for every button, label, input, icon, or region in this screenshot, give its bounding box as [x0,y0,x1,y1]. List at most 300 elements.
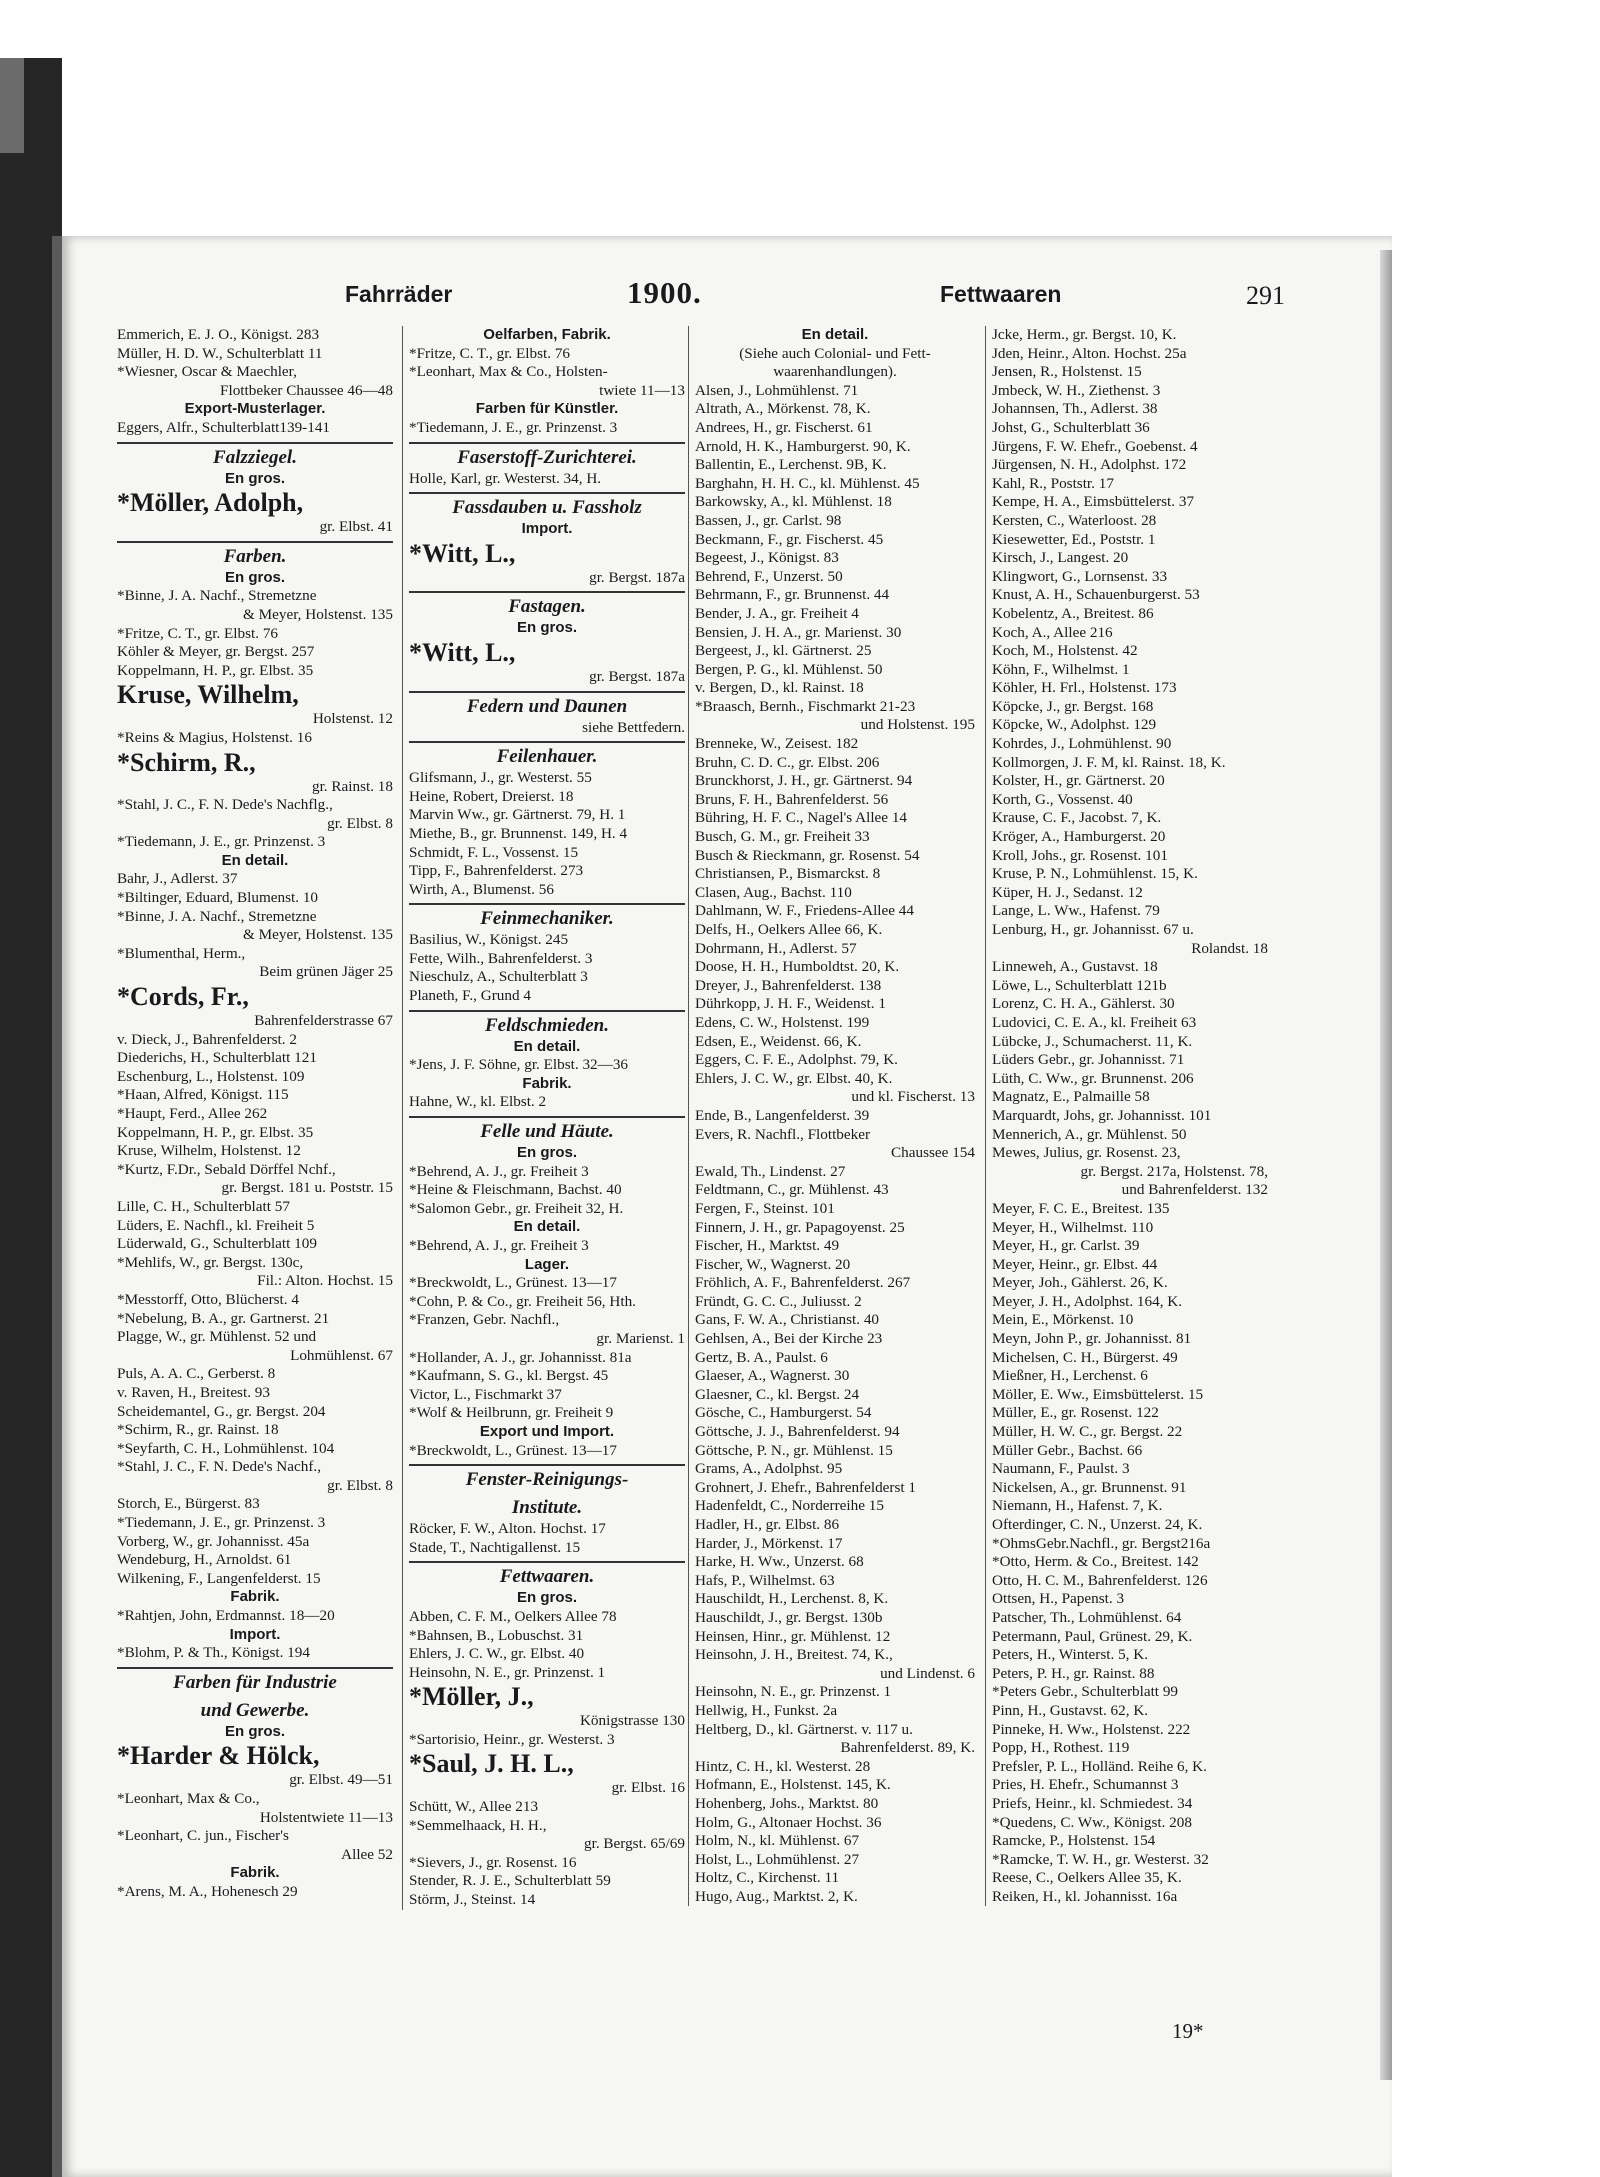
entry-continuation: gr. Elbst. 8 [327,814,393,832]
category-heading: Fastagen. [409,591,685,619]
directory-entry: Fröhlich, A. F., Bahrenfelderst. 267 [695,1274,911,1292]
directory-entry: Bruhn, C. D. C., gr. Elbst. 206 [695,753,880,771]
directory-entry: Kruse, Wilhelm, Holstenst. 12 [117,1142,301,1160]
subheading: En detail. [513,1218,581,1236]
directory-entry: Jmbeck, W. H., Ziethenst. 3 [992,381,1161,399]
entry-continuation: gr. Bergst. 181 u. Poststr. 15 [221,1179,393,1197]
directory-entry: Brunckhorst, J. H., gr. Gärtnerst. 94 [695,772,913,790]
category-heading: Feldschmieden. [409,1010,685,1038]
directory-entry: Holtz, C., Kirchenst. 11 [695,1869,840,1887]
entry-continuation: gr. Elbst. 41 [319,518,393,536]
directory-entry: Alsen, J., Lohmühlenst. 71 [695,381,859,399]
directory-entry: Harder, J., Mörkenst. 17 [695,1534,843,1552]
directory-entry: Delfs, H., Oelkers Allee 66, K. [695,921,883,938]
directory-entry: Heinsohn, J. H., Breitest. 74, K., [695,1646,893,1664]
subheading: En detail. [221,851,289,869]
header-year: 1900. [627,275,702,310]
featured-entry: *Möller, Adolph, [117,488,304,518]
directory-entry: v. Raven, H., Breitest. 93 [117,1383,270,1401]
directory-entry: Grams, A., Adolphst. 95 [695,1460,843,1478]
directory-entry: Brenneke, W., Zeisest. 182 [695,735,859,753]
entry-continuation: gr. Bergst. 217a, Holstenst. 78, [1080,1162,1268,1180]
category-heading: Fenster-Reinigungs- [409,1464,685,1492]
directory-entry: *Haupt, Ferd., Allee 262 [117,1105,268,1122]
featured-entry: Kruse, Wilhelm, [117,680,299,710]
directory-entry: Lübcke, J., Schumacherst. 11, K. [992,1032,1193,1050]
subheading: En gros. [516,1589,577,1607]
directory-entry: Lorenz, C. H. A., Gählerst. 30 [992,995,1175,1013]
header-right-keyword: Fettwaaren [940,281,1062,307]
directory-entry: *Leonhart, Max & Co., [117,1790,260,1807]
featured-entry: *Saul, J. H. L., [409,1749,574,1779]
directory-entry: *Ramcke, T. W. H., gr. Westerst. 32 [992,1850,1209,1868]
entry-continuation: und Lindenst. 6 [880,1664,975,1682]
directory-entry: Klingwort, G., Lornsenst. 33 [992,567,1168,585]
directory-entry: *Otto, Herm. & Co., Breitest. 142 [992,1553,1199,1571]
page-gutter-shadow [52,236,62,2177]
directory-entry: Niemann, H., Hafenst. 7, K. [992,1497,1163,1515]
directory-entry: *Quedens, C. Ww., Königst. 208 [992,1813,1192,1831]
directory-entry: Nickelsen, A., gr. Brunnenst. 91 [992,1478,1187,1496]
entry-continuation: siehe Bettfedern. [582,718,685,736]
directory-entry: *Biltinger, Eduard, Blumenst. 10 [117,889,319,907]
directory-entry: Johst, G., Schulterblatt 36 [992,418,1150,436]
directory-entry: *Leonhart, Max & Co., Holsten- [409,363,608,381]
spine-notch [0,58,24,153]
directory-entry: Pries, H. Ehefr., Schumannst 3 [992,1776,1179,1794]
directory-entry: Behrend, F., Unzerst. 50 [695,567,843,585]
directory-entry: *OhmsGebr.Nachfl., gr. Bergst216a [992,1534,1211,1552]
directory-entry: Köpcke, J., gr. Bergst. 168 [992,697,1154,715]
entry-continuation: gr. Elbst. 8 [327,1476,393,1494]
category-heading: Felle und Häute. [409,1116,685,1144]
directory-entry: *Stahl, J. C., F. N. Dede's Nachflg., [117,796,333,814]
directory-entry: Hadenfeldt, C., Norderreihe 15 [695,1497,884,1515]
directory-entry: Peters, P. H., gr. Rainst. 88 [992,1664,1155,1682]
directory-entry: Ottsen, H., Papenst. 3 [992,1590,1125,1608]
directory-entry: Lüders Gebr., gr. Johannisst. 71 [992,1051,1185,1069]
column-1 [117,326,393,1902]
directory-entry: Kahl, R., Poststr. 17 [992,474,1114,492]
directory-entry: Kobelentz, A., Breitest. 86 [992,604,1154,622]
directory-entry: Röcker, F. W., Alton. Hochst. 17 [409,1520,606,1538]
directory-entry: *Mehlifs, W., gr. Bergst. 130c, [117,1253,304,1271]
directory-entry: Storch, E., Bürgerst. 83 [117,1495,260,1513]
entry-continuation: & Meyer, Holstenst. 135 [243,605,393,623]
directory-entry: Jensen, R., Holstenst. 15 [992,363,1142,381]
directory-entry: Hadler, H., gr. Elbst. 86 [695,1516,840,1533]
directory-entry: Meyer, F. C. E., Breitest. 135 [992,1199,1170,1217]
directory-entry: Hafs, P., Wilhelmst. 63 [695,1571,835,1589]
entry-continuation: gr. Elbst. 16 [611,1779,685,1797]
cross-reference-note: (Siehe auch Colonial- und Fett- [739,344,931,362]
directory-entry: *Fritze, C. T., gr. Elbst. 76 [409,344,571,362]
entry-continuation: Fil.: Alton. Hochst. 15 [257,1272,393,1290]
directory-entry: Ofterdinger, C. N., Unzerst. 24, K. [992,1516,1203,1533]
directory-entry: Holst, L., Lohmühlenst. 27 [695,1850,860,1868]
directory-entry: Doose, H. H., Humboldtst. 20, K. [695,958,900,976]
directory-entry: Koppelmann, H. P., gr. Elbst. 35 [117,1123,314,1141]
directory-entry: Ramcke, P., Holstenst. 154 [992,1832,1156,1850]
page-header [345,275,1285,315]
directory-entry: Hauschildt, J., gr. Bergst. 130b [695,1608,883,1626]
directory-entry: Mießner, H., Lerchenst. 6 [992,1367,1148,1385]
directory-entry: Peters, H., Winterst. 5, K. [992,1646,1149,1664]
directory-entry: *Schirm, R., gr. Rainst. 18 [117,1421,279,1439]
directory-entry: Schmidt, F. L., Vossenst. 15 [409,843,579,861]
entry-continuation: Rolandst. 18 [1191,939,1268,957]
directory-entry: *Salomon Gebr., gr. Freiheit 32, H. [409,1199,624,1217]
directory-entry: Heinsohn, N. E., gr. Prinzenst. 1 [695,1683,892,1701]
featured-entry: *Möller, J., [409,1682,534,1712]
directory-entry: *Breckwoldt, L., Grünest. 13—17 [409,1274,617,1292]
directory-entry: Kroll, Johs., gr. Rosenst. 101 [992,846,1168,864]
directory-entry: Möller, E. Ww., Eimsbüttelerst. 15 [992,1385,1204,1403]
directory-entry: *Cohn, P. & Co., gr. Freiheit 56, Hth. [409,1292,636,1310]
directory-entry: Feldtmann, C., gr. Mühlenst. 43 [695,1181,889,1199]
directory-entry: Müller, H. W. C., gr. Bergst. 22 [992,1423,1183,1441]
category-heading: Farben für Industrie [117,1667,393,1695]
directory-entry: *Braasch, Bernh., Fischmarkt 21-23 [695,697,916,715]
directory-entry: Begeest, J., Königst. 83 [695,549,839,567]
subheading: Export-Musterlager. [184,400,326,418]
directory-entry: Lüders, E. Nachfl., kl. Freiheit 5 [117,1216,315,1234]
directory-entry: Behrmann, F., gr. Brunnenst. 44 [695,586,890,604]
directory-entry: Heltberg, D., kl. Gärtnerst. v. 117 u. [695,1720,913,1738]
directory-entry: Patscher, Th., Lohmühlenst. 64 [992,1608,1182,1626]
directory-entry: Köhler & Meyer, gr. Bergst. 257 [117,643,315,661]
subheading: Fabrik. [230,1588,280,1606]
subheading: Fabrik. [230,1864,280,1882]
column-2 [402,326,685,1910]
featured-entry: *Cords, Fr., [117,982,249,1012]
directory-entry: Ballentin, E., Lerchenst. 9B, K. [695,456,887,474]
directory-entry: *Arens, M. A., Hohenesch 29 [117,1882,298,1900]
directory-entry: Hofmann, E., Holstenst. 145, K. [695,1776,891,1794]
directory-entry: Bergen, P. G., kl. Mühlenst. 50 [695,660,883,678]
directory-entry: Dührkopp, J. H. F., Weidenst. 1 [695,995,886,1013]
directory-entry: Lille, C. H., Schulterblatt 57 [117,1197,290,1215]
directory-entry: Koch, M., Holstenst. 42 [992,642,1138,660]
directory-entry: Lenburg, H., gr. Johannisst. 67 u. [992,921,1194,938]
directory-entry: Küper, H. J., Sedanst. 12 [992,883,1143,901]
directory-entry: *Peters Gebr., Schulterblatt 99 [992,1683,1179,1701]
directory-entry: Gertz, B. A., Paulst. 6 [695,1348,828,1366]
directory-entry: Victor, L., Fischmarkt 37 [409,1385,562,1403]
directory-entry: Eschenburg, L., Holstenst. 109 [117,1067,305,1085]
category-heading: Feilenhauer. [409,741,685,769]
directory-entry: Meyn, John P., gr. Johannisst. 81 [992,1330,1192,1348]
directory-entry: Meyer, Heinr., gr. Elbst. 44 [992,1255,1158,1273]
directory-entry: *Tiedemann, J. E., gr. Prinzenst. 3 [117,1514,326,1532]
directory-entry: *Rahtjen, John, Erdmannst. 18—20 [117,1607,335,1625]
directory-entry: Edsen, E., Weidenst. 66, K. [695,1032,862,1050]
directory-entry: Korth, G., Vossenst. 40 [992,790,1133,808]
directory-entry: Prefsler, P. L., Holländ. Reihe 6, K. [992,1757,1207,1775]
subheading: Farben für Künstler. [475,400,619,418]
entry-continuation: Chaussee 154 [891,1144,975,1162]
directory-entry: Edens, C. W., Holstenst. 199 [695,1013,870,1031]
featured-entry: *Schirm, R., [117,747,256,777]
directory-entry: Altrath, A., Mörkenst. 78, K. [695,400,871,418]
directory-entry: Müller Gebr., Bachst. 66 [992,1441,1143,1459]
directory-entry: Dohrmann, H., Adlerst. 57 [695,939,857,957]
directory-entry: Busch, G. M., gr. Freiheit 33 [695,828,870,846]
directory-entry: Beckmann, F., gr. Fischerst. 45 [695,530,884,548]
directory-entry: *Binne, J. A. Nachf., Stremetzne [117,907,317,925]
directory-entry: *Kaufmann, S. G., kl. Bergst. 45 [409,1367,609,1385]
entry-continuation: und Bahrenfelderst. 132 [1121,1181,1268,1199]
entry-continuation: Lohmühlenst. 67 [290,1346,393,1364]
entry-continuation: Holstentwiete 11—13 [259,1808,393,1826]
directory-entry: Jden, Heinr., Alton. Hochst. 25a [992,344,1187,362]
directory-entry: Gösche, C., Hamburgerst. 54 [695,1404,872,1422]
directory-entry: Pinneke, H. Ww., Holstenst. 222 [992,1720,1191,1738]
directory-entry: Planeth, F., Grund 4 [409,987,531,1005]
cross-reference-note: waarenhandlungen). [773,363,897,381]
directory-entry: Diederichs, H., Schulterblatt 121 [117,1049,317,1067]
subheading: Fabrik. [522,1074,572,1092]
directory-entry: Meyer, H., gr. Carlst. 39 [992,1237,1140,1255]
directory-entry: Kolster, H., gr. Gärtnerst. 20 [992,772,1165,790]
directory-entry: Wilkening, F., Langenfelderst. 15 [117,1569,321,1587]
directory-entry: *Wolf & Heilbrunn, gr. Freiheit 9 [409,1404,614,1422]
directory-entry: *Semmelhaack, H. H., [409,1816,547,1834]
directory-entry: *Sartorisio, Heinr., gr. Westerst. 3 [409,1730,615,1748]
directory-entry: Heinsen, Hinr., gr. Mühlenst. 12 [695,1627,891,1645]
column-4 [985,326,1268,1906]
subheading: Oelfarben, Fabrik. [483,326,611,343]
directory-entry: Kempe, H. A., Eimsbüttelerst. 37 [992,493,1195,511]
entry-continuation: gr. Bergst. 187a [589,667,685,685]
directory-entry: Evers, R. Nachfl., Flottbeker [695,1125,871,1143]
directory-entry: Lüth, C. Ww., gr. Brunnenst. 206 [992,1069,1194,1087]
directory-entry: Naumann, F., Paulst. 3 [992,1460,1130,1478]
directory-entry: Reese, C., Oelkers Allee 35, K. [992,1869,1182,1887]
directory-entry: Clasen, Aug., Bachst. 110 [695,883,852,901]
directory-entry: Bender, J. A., gr. Freiheit 4 [695,604,859,622]
directory-entry: *Behrend, A. J., gr. Freiheit 3 [409,1162,589,1180]
subheading: En detail. [513,1037,581,1055]
directory-entry: Holm, N., kl. Mühlenst. 67 [695,1832,860,1850]
header-left-keyword: Fahrräder [345,281,453,307]
directory-entry: Marvin Ww., gr. Gärtnerst. 79, H. 1 [409,806,626,824]
directory-entry: Emmerich, E. J. O., Königst. 283 [117,326,320,343]
directory-entry: *Blumenthal, Herm., [117,944,246,962]
directory-entry: Johannsen, Th., Adlerst. 38 [992,400,1158,418]
directory-entry: Vorberg, W., gr. Johannisst. 45a [117,1532,310,1550]
directory-entry: Ehlers, J. C. W., gr. Elbst. 40, K. [695,1069,893,1087]
category-heading: Fassdauben u. Fassholz [409,492,685,520]
entry-continuation: Holstenst. 12 [312,710,393,728]
directory-entry: Glifsmann, J., gr. Westerst. 55 [409,769,592,787]
directory-entry: Magnatz, E., Palmaille 58 [992,1088,1150,1106]
directory-entry: Stender, R. J. E., Schulterblatt 59 [409,1872,611,1890]
directory-entry: Kiesewetter, Ed., Poststr. 1 [992,530,1156,548]
category-heading-cont: und Gewerbe. [200,1699,310,1721]
directory-entry: Finnern, J. H., gr. Papagoyenst. 25 [695,1218,905,1236]
directory-entry: Tipp, F., Bahrenfelderst. 273 [409,862,584,880]
entry-continuation: & Meyer, Holstenst. 135 [243,926,393,944]
entry-continuation: gr. Marienst. 1 [596,1329,685,1347]
directory-entry: Bahr, J., Adlerst. 37 [117,870,238,888]
directory-entry: *Seyfarth, C. H., Lohmühlenst. 104 [117,1439,335,1457]
directory-entry: Störm, J., Steinst. 14 [409,1891,536,1909]
entry-continuation: Bahrenfelderstrasse 67 [254,1012,393,1030]
directory-entry: Busch & Rieckmann, gr. Rosenst. 54 [695,846,920,864]
directory-entry: *Nebelung, B. A., gr. Gartnerst. 21 [117,1309,330,1327]
directory-entry: Bassen, J., gr. Carlst. 98 [695,511,842,529]
directory-entry: *Tiedemann, J. E., gr. Prinzenst. 3 [117,833,326,851]
category-heading: Farben. [117,541,393,569]
directory-entry: Fründt, G. C. C., Juliusst. 2 [695,1292,862,1310]
directory-entry: Wirth, A., Blumenst. 56 [409,880,554,898]
directory-entry: *Blohm, P. & Th., Königst. 194 [117,1644,310,1662]
directory-entry: Löwe, L., Schulterblatt 121b [992,976,1167,994]
directory-entry: Koch, A., Allee 216 [992,623,1113,641]
subheading: Import. [229,1625,281,1643]
directory-entry: Linneweh, A., Gustavst. 18 [992,958,1158,976]
subheading: En gros. [516,619,577,637]
directory-entry: Mewes, Julius, gr. Rosenst. 23, [992,1144,1181,1162]
featured-entry: *Witt, L., [409,637,516,667]
directory-entry: Eggers, C. F. E., Adolphst. 79, K. [695,1051,898,1069]
directory-entry: Bruns, F. H., Bahrenfelderst. 56 [695,790,889,808]
directory-entry: Michelsen, C. H., Bürgerst. 49 [992,1348,1178,1366]
directory-entry: *Behrend, A. J., gr. Freiheit 3 [409,1237,589,1254]
directory-entry: Stade, T., Nachtigallenst. 15 [409,1538,581,1556]
subheading: En gros. [224,1722,285,1740]
featured-entry: *Harder & Hölck, [117,1741,320,1771]
directory-entry: Reiken, H., kl. Johannisst. 16a [992,1887,1178,1905]
directory-entry: Heinsohn, N. E., gr. Prinzenst. 1 [409,1663,606,1681]
directory-entry: Glaeser, A., Wagnerst. 30 [695,1367,850,1385]
directory-entry: Köpcke, W., Adolphst. 129 [992,716,1157,734]
directory-entry: *Heine & Fleischmann, Bachst. 40 [409,1181,622,1199]
category-heading: Fettwaaren. [409,1561,685,1589]
directory-entry: Ludovici, C. E. A., kl. Freiheit 63 [992,1013,1197,1031]
entry-continuation: Königstrasse 130 [579,1712,685,1730]
directory-entry: v. Bergen, D., kl. Rainst. 18 [695,679,864,697]
directory-entry: Ewald, Th., Lindenst. 27 [695,1162,846,1180]
directory-entry: Fischer, H., Marktst. 49 [695,1237,840,1255]
directory-entry: Göttsche, J. J., Bahrenfelderst. 94 [695,1423,900,1441]
directory-entry: Priefs, Heinr., kl. Schmiedest. 34 [992,1794,1193,1812]
directory-entry: Mennerich, A., gr. Mühlenst. 50 [992,1125,1187,1143]
directory-entry: Miethe, B., gr. Brunnenst. 149, H. 4 [409,824,628,842]
entry-continuation: und Holstenst. 195 [860,716,975,734]
subheading: En detail. [801,326,869,343]
subheading: En gros. [516,1144,577,1162]
directory-entry: Petermann, Paul, Grünest. 29, K. [992,1627,1193,1645]
directory-entry: Puls, A. A. C., Gerberst. 8 [117,1365,276,1383]
column-3 [688,326,975,1906]
subheading: Export und Import. [479,1422,615,1440]
directory-entry: *Messtorff, Otto, Blücherst. 4 [117,1290,299,1308]
directory-entry: Jürgensen, N. H., Adolphst. 172 [992,456,1187,474]
directory-entry: Knust, A. H., Schauenburgerst. 53 [992,586,1200,604]
page-right-edge [1380,250,1392,2080]
entry-continuation: Allee 52 [341,1845,393,1863]
directory-entry: Kollmorgen, J. F. M, kl. Rainst. 18, K. [992,753,1226,771]
directory-entry: Gans, F. W. A., Christianst. 40 [695,1311,880,1329]
directory-entry: Lüderwald, G., Schulterblatt 109 [117,1235,317,1253]
directory-entry: Koppelmann, H. P., gr. Elbst. 35 [117,661,314,679]
directory-entry: Köhn, F., Wilhelmst. 1 [992,660,1130,678]
entry-continuation: gr. Rainst. 18 [311,777,393,795]
directory-entry: Bensien, J. H. A., gr. Marienst. 30 [695,623,902,641]
directory-entry: Bühring, H. F. C., Nagel's Allee 14 [695,809,908,827]
directory-entry: Meyer, J. H., Adolphst. 164, K. [992,1292,1183,1310]
entry-continuation: gr. Bergst. 65/69 [584,1835,685,1853]
directory-entry: Göttsche, P. N., gr. Mühlenst. 15 [695,1441,893,1459]
category-heading: Feinmechaniker. [409,903,685,931]
directory-entry: Krause, C. F., Jacobst. 7, K. [992,809,1162,827]
category-heading-cont: Institute. [511,1497,583,1519]
directory-entry: Glaesner, C., kl. Bergst. 24 [695,1385,860,1403]
signature-mark: 19* [1172,2019,1204,2043]
directory-entry: Andrees, H., gr. Fischerst. 61 [695,418,873,436]
directory-entry: Kröger, A., Hamburgerst. 20 [992,828,1166,846]
directory-entry: Popp, H., Rothest. 119 [992,1739,1130,1757]
entry-continuation: Bahrenfelderst. 89, K. [840,1739,975,1757]
directory-entry: Marquardt, Johs, gr. Johannisst. 101 [992,1106,1212,1124]
directory-entry: Ehlers, J. C. W., gr. Elbst. 40 [409,1645,585,1663]
category-heading: Falzziegel. [117,442,393,470]
directory-entry: Dahlmann, W. F., Friedens-Allee 44 [695,902,914,920]
directory-entry: Gehlsen, A., Bei der Kirche 23 [695,1330,883,1348]
subheading: Lager. [524,1255,570,1273]
directory-entry: Harke, H. Ww., Unzerst. 68 [695,1553,864,1571]
directory-entry: Holm, G., Altonaer Hochst. 36 [695,1813,882,1831]
directory-entry: v. Dieck, J., Bahrenfelderst. 2 [117,1030,297,1048]
directory-entry: Müller, E., gr. Rosenst. 122 [992,1404,1159,1422]
directory-entry: *Tiedemann, J. E., gr. Prinzenst. 3 [409,418,618,436]
directory-entry: Kersten, C., Waterloost. 28 [992,511,1157,529]
category-heading: Faserstoff-Zurichterei. [409,442,685,470]
directory-entry: *Fritze, C. T., gr. Elbst. 76 [117,624,279,642]
directory-entry: Barkowsky, A., kl. Mühlenst. 18 [695,493,892,511]
subheading: En gros. [224,568,285,586]
directory-entry: *Jens, J. F. Söhne, gr. Elbst. 32—36 [409,1056,629,1074]
directory-entry: Bergeest, J., kl. Gärtnerst. 25 [695,642,872,660]
directory-entry: Basilius, W., Königst. 245 [409,931,569,949]
directory-entry: Hugo, Aug., Marktst. 2, K. [695,1887,858,1905]
directory-entry: *Franzen, Gebr. Nachfl., [409,1311,560,1329]
directory-entry: Barghahn, H. H. C., kl. Mühlenst. 45 [695,474,920,492]
directory-entry: Fergen, F., Steinst. 101 [695,1199,835,1217]
category-heading: Federn und Daunen [409,691,685,719]
entry-continuation: und kl. Fischerst. 13 [851,1088,975,1106]
directory-entry: Fette, Wilh., Bahrenfelderst. 3 [409,949,593,967]
entry-continuation: Flottbeker Chaussee 46—48 [220,381,393,399]
directory-entry: Fischer, W., Wagnerst. 20 [695,1255,851,1273]
directory-entry: Hellwig, H., Funkst. 2a [695,1701,838,1719]
directory-entry: Hauschildt, H., Lerchenst. 8, K. [695,1590,889,1608]
directory-entry: Ende, B., Langenfelderst. 39 [695,1106,870,1124]
directory-entry: *Haan, Alfred, Königst. 115 [117,1086,289,1104]
directory-entry: *Leonhart, C. jun., Fischer's [117,1827,289,1845]
directory-entry: *Reins & Magius, Holstenst. 16 [117,728,312,746]
directory-entry: Hintz, C. H., kl. Westerst. 28 [695,1757,871,1775]
directory-entry: Jcke, Herm., gr. Bergst. 10, K. [992,326,1177,343]
entry-continuation: gr. Elbst. 49—51 [289,1771,393,1789]
directory-entry: *Wiesner, Oscar & Maechler, [117,363,297,381]
directory-entry: Schütt, W., Allee 213 [409,1798,539,1816]
directory-entry: Mein, E., Mörkenst. 10 [992,1311,1134,1329]
directory-entry: Christiansen, P., Bismarckst. 8 [695,865,881,883]
page-number: 291 [1246,281,1285,310]
